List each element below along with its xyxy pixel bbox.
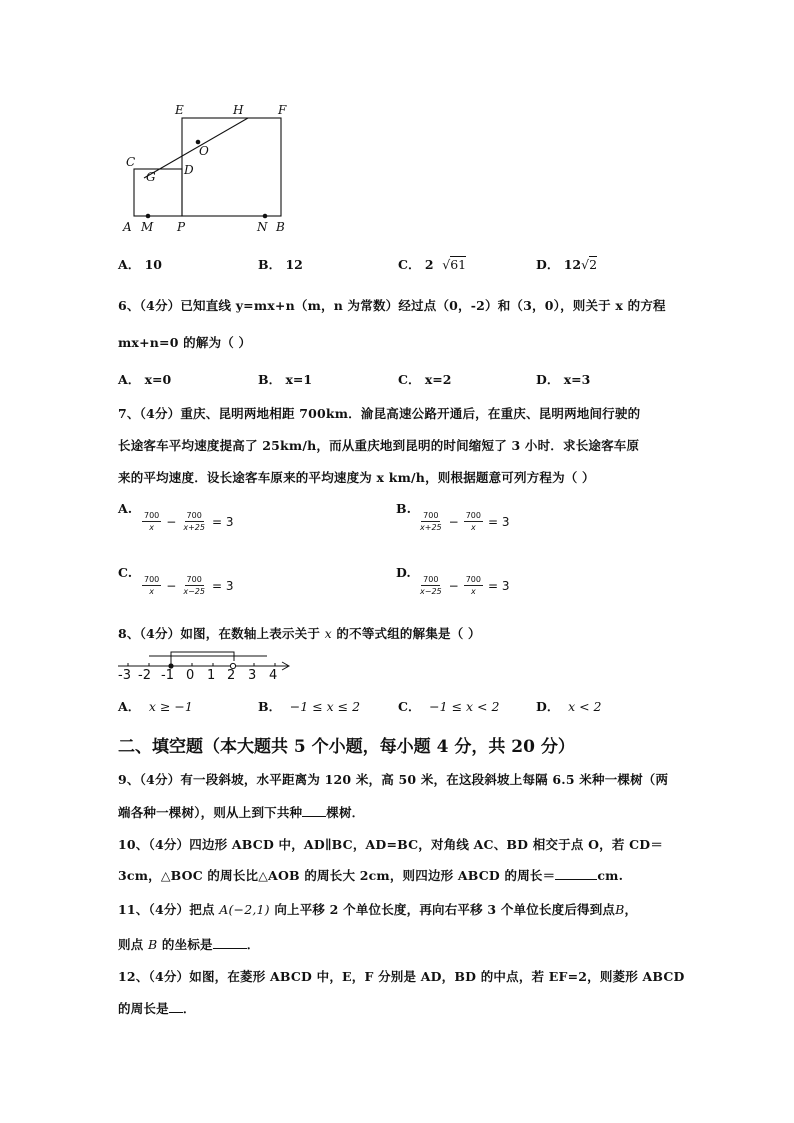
answer-blank[interactable] [213,936,247,949]
q11-stem-line1: 11、（4分）把点 A(−2,1) 向上平移 2 个单位长度，再向右平移 3 个单位长度后得到点B， [118,902,638,917]
q12-stem-line1: 12、（4分）如图，在菱形 ABCD 中，E，F 分别是 AD，BD 的中点，若 EF=2，则菱形 ABCD [118,969,685,984]
q8-option-b[interactable]: B． −1 ≤ x ≤ 2 [258,699,361,714]
q8-option-d[interactable]: D． x < 2 [536,699,602,714]
label-n: N [257,220,268,234]
q9-stem-line1: 9、（4分）有一段斜坡，水平距离为 120 米，高 50 米，在这段斜坡上每隔 6.5 米种一棵树（两 [118,772,669,787]
geometry-figure [118,100,298,240]
label-b: B [276,220,285,234]
label-e: E [175,103,184,117]
q7-option-c-equation[interactable]: $\frac{700}{x}$ − $\frac{700}{x-25}$ = 3 [144,575,234,596]
q7-option-a-label[interactable]: A. [118,501,133,516]
sqrt-symbol: √ [442,257,451,272]
q7-stem-line3: 来的平均速度．设长途客车原来的平均速度为 x km/h，则根据题意可列方程为（ ） [118,470,595,485]
label-f: F [278,103,287,117]
q6-option-b[interactable]: B． x=1 [258,372,313,387]
q10-stem-line1: 10、（4分）四边形 ABCD 中，AD∥BC，AD=BC，对角线 AC、BD 相交于点 O，若 CD＝ [118,837,664,852]
q7-option-d-label[interactable]: D. [396,565,411,580]
answer-blank[interactable] [302,804,326,817]
segment-gh [144,118,248,178]
section-title: 二、填空题（本大题共 5 个小题，每小题 4 分，共 20 分） [118,737,575,757]
label-o: O [199,144,209,158]
q5-option-c[interactable]: C． 2 √61 [398,257,467,272]
label-h: H [233,103,244,117]
q6-option-a[interactable]: A． x=0 [118,372,172,387]
q10-stem-line2: 3cm，△BOC 的周长比△AOB 的周长大 2cm，则四边形 ABCD 的周长＝ cm. [118,868,624,883]
label-p: P [177,220,186,234]
label-c: C [126,155,136,169]
label-a: A [123,220,132,234]
point-n [263,214,268,219]
q7-option-d-equation[interactable]: $\frac{700}{x-25}$ − $\frac{700}{x}$ = 3 [420,575,510,596]
q7-stem-line2: 长途客车平均速度提高了 25km/h，而从重庆地到昆明的时间缩短了 3 小时．求长途客车原 [118,438,640,453]
ray-from-minus-one [171,652,234,666]
answer-blank[interactable] [169,1000,183,1013]
q7-option-b-equation[interactable]: $\frac{700}{x+25}$ − $\frac{700}{x}$ = 3 [420,511,510,532]
q8-option-c[interactable]: C． −1 ≤ x < 2 [398,699,500,714]
point-m [146,214,151,219]
large-square [182,118,281,216]
q5-option-d[interactable]: D． 12√2 [536,257,598,272]
q6-option-c[interactable]: C． x=2 [398,372,452,387]
q7-option-b-label[interactable]: B. [396,501,411,516]
q8-option-a[interactable]: A． x ≥ −1 [118,699,193,714]
q5-option-b[interactable]: B． 12 [258,257,303,272]
q6-option-d[interactable]: D． x=3 [536,372,591,387]
q6-stem-line1: 6、（4分）已知直线 y=mx+n（m，n 为常数）经过点（0，-2）和（3，0），则关于 x 的方程 [118,298,666,313]
small-square [134,169,182,216]
q7-option-a-equation[interactable]: $\frac{700}{x}$ − $\frac{700}{x+25}$ = 3 [144,511,234,532]
q6-stem-line2: mx+n=0 的解为（ ） [118,335,252,350]
q12-stem-line2: 的周长是 ． [118,1001,196,1016]
answer-blank[interactable] [555,867,597,880]
q5-option-a[interactable]: A． 10 [118,257,162,272]
label-m: M [141,220,154,234]
label-g: G [146,170,156,184]
q7-option-c-label[interactable]: C. [118,565,133,580]
q7-stem-line1: 7、（4分）重庆、昆明两地相距 700km．渝昆高速公路开通后，在重庆、昆明两地间行驶的 [118,406,641,421]
q9-stem-line2: 端各种一棵树），则从上到下共种 棵树． [118,805,365,820]
q8-stem: 8、（4分）如图，在数轴上表示关于 x 的不等式组的解集是（ ） [118,626,481,641]
q11-stem-line2: 则点 B 的坐标是 ． [118,937,260,952]
label-d: D [184,163,194,177]
sqrt-symbol: √ [581,257,590,272]
